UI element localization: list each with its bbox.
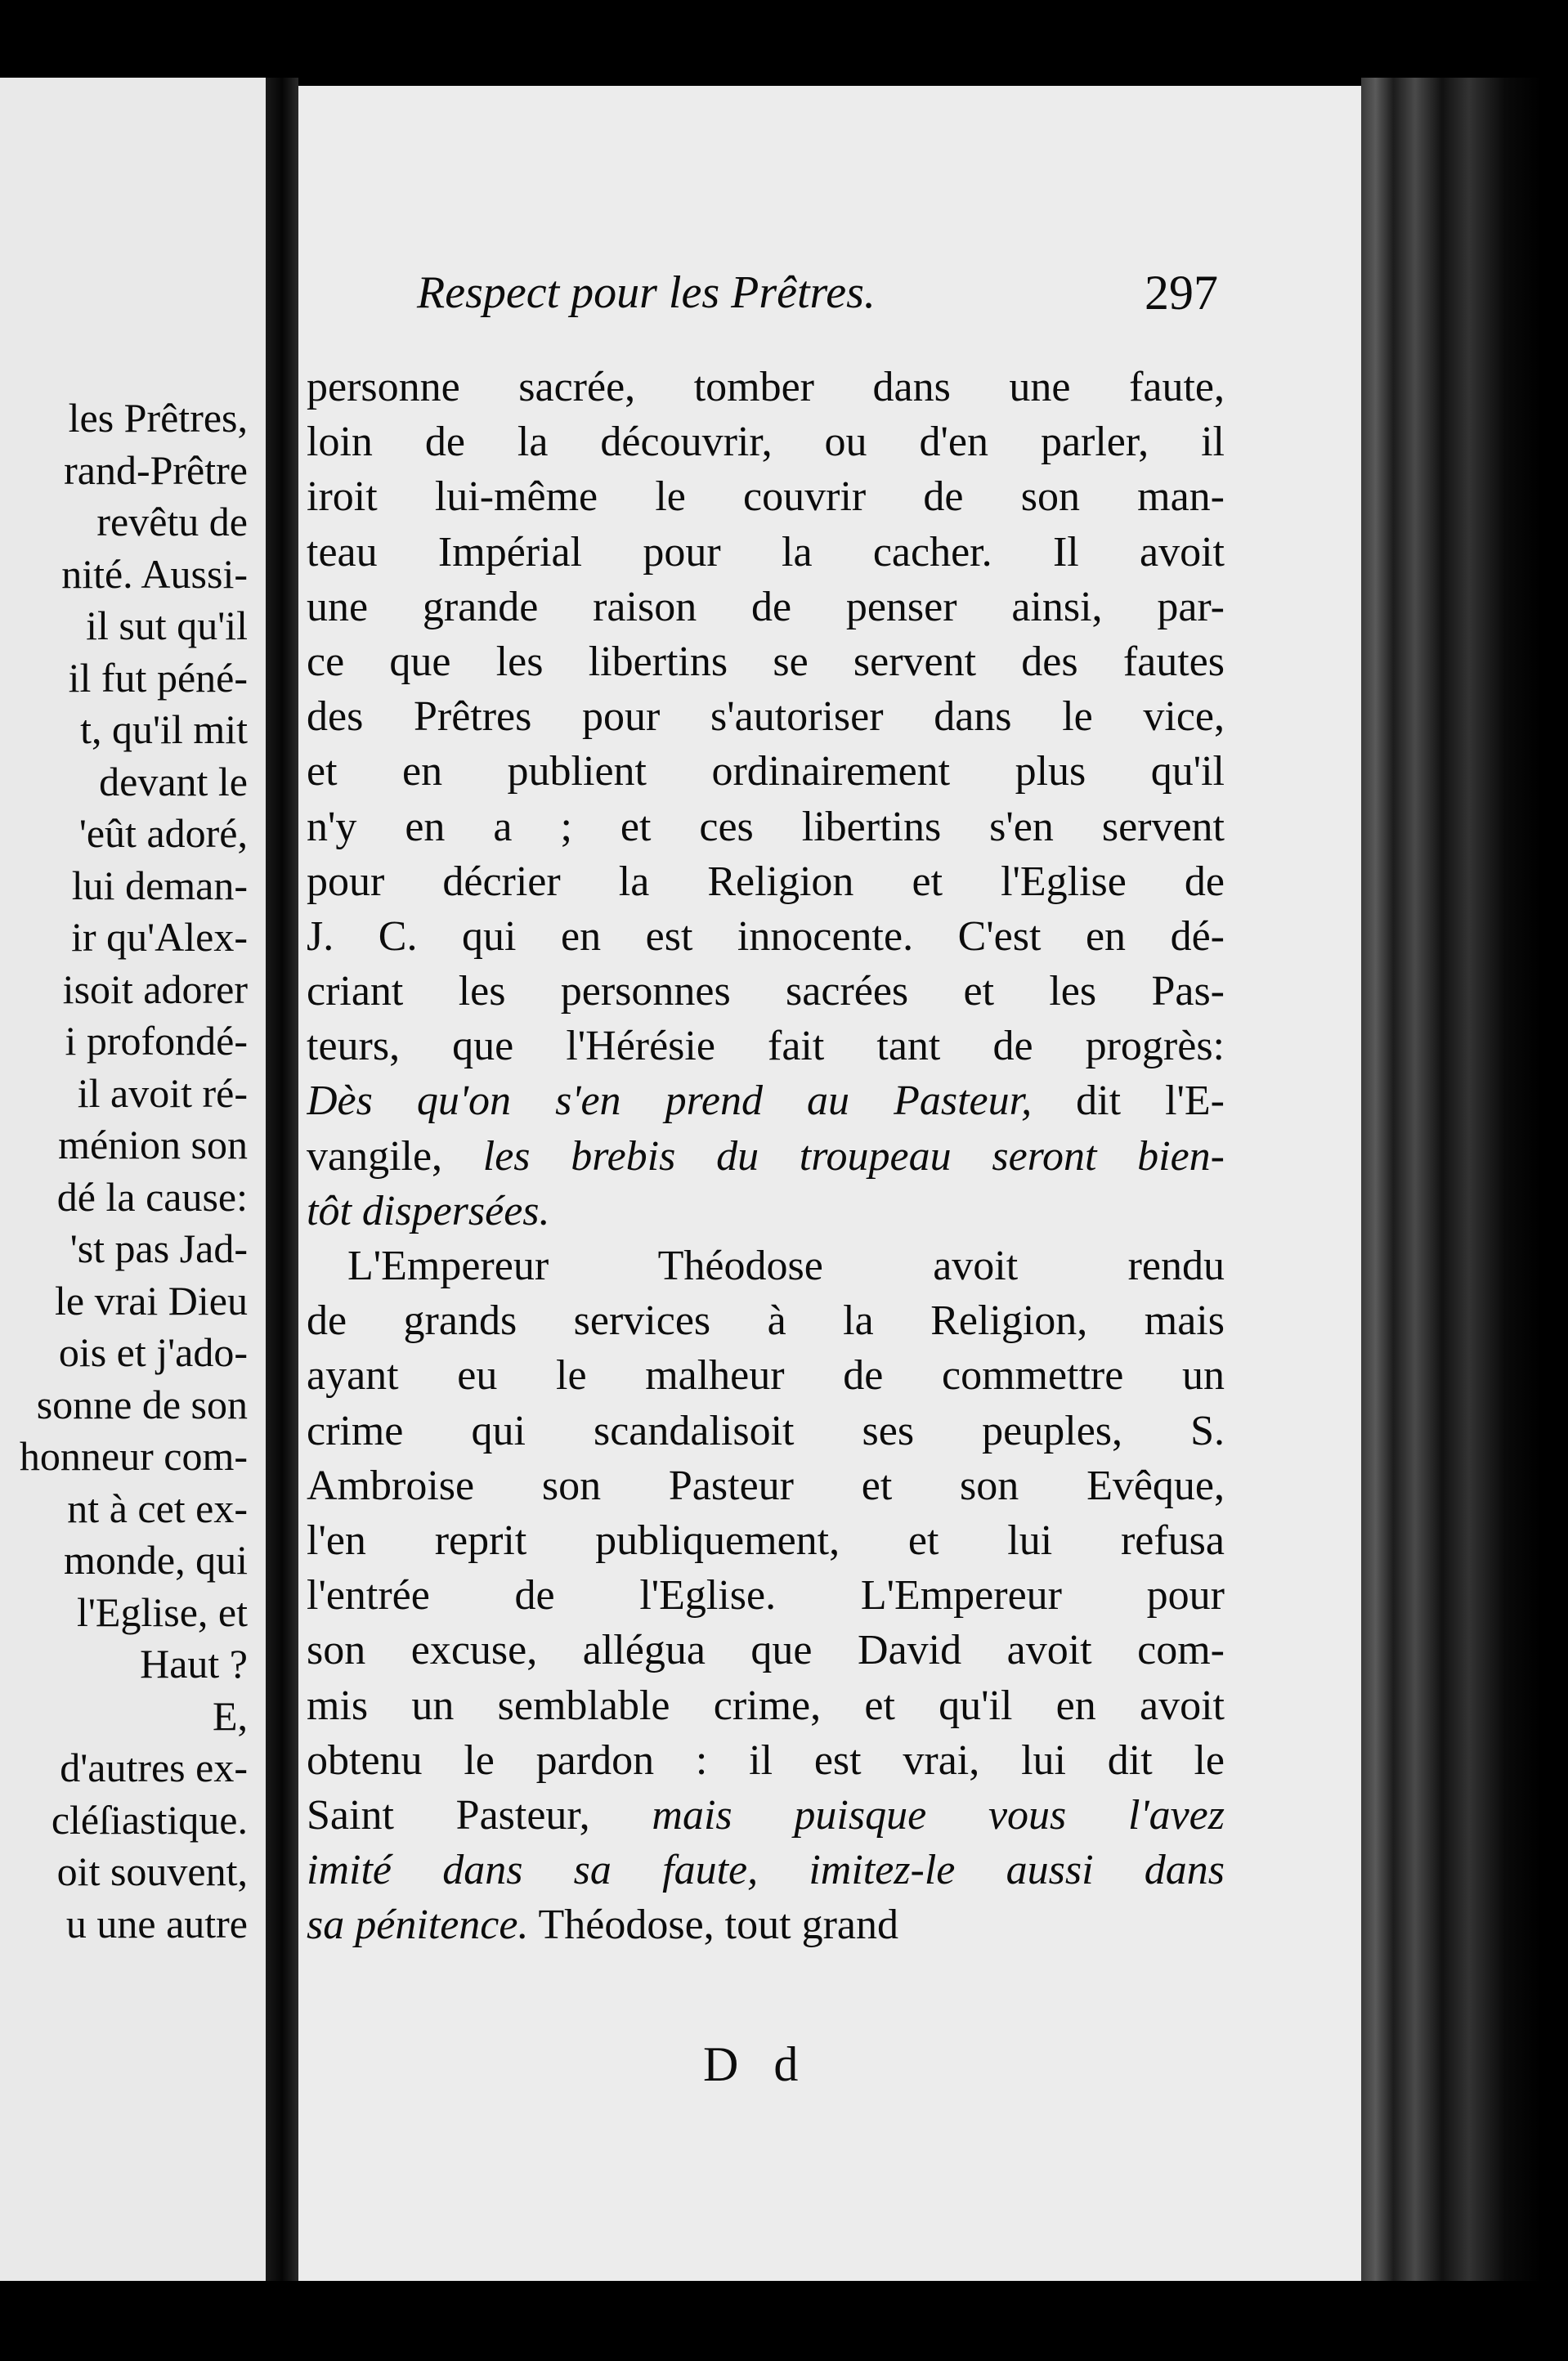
- text-run: ayant eu le malheur de commettre un: [307, 1352, 1225, 1400]
- left-text-line: honneur com-: [19, 1433, 248, 1479]
- left-text-line: il sut qu'il: [86, 603, 248, 648]
- italic-run: mais puisque vous l'avez: [652, 1791, 1225, 1839]
- text-line: [307, 1623, 1225, 1678]
- left-page-text: [0, 392, 248, 1950]
- text-line: [307, 360, 1225, 414]
- text-run: obtenu le pardon : il est vrai, lui dit le: [307, 1736, 1225, 1784]
- text-line: [307, 1184, 1225, 1239]
- page-edges: [1361, 78, 1541, 2285]
- italic-run: tôt dispersées.: [307, 1187, 550, 1234]
- left-text-line: il fut péné-: [68, 654, 248, 701]
- text-line: [307, 1568, 1225, 1623]
- text-line: [307, 634, 1225, 689]
- left-text-line: revêtu de: [96, 499, 248, 544]
- left-text-line: nt à cet ex-: [67, 1485, 248, 1531]
- left-text-line: le vrai Dieu: [54, 1277, 248, 1324]
- left-text-line: il avoit ré-: [77, 1069, 248, 1116]
- left-page: [0, 78, 266, 2338]
- text-line: [307, 1733, 1225, 1788]
- text-run: et en publient ordinairement plus qu'il: [307, 748, 1225, 795]
- text-run: ce que les libertins se servent des fautes: [307, 638, 1225, 685]
- left-text-line: E,: [212, 1692, 248, 1739]
- left-text-line: dé la cause:: [56, 1173, 248, 1220]
- left-text-line: les Prêtres,: [68, 395, 248, 441]
- left-text-line: ir qu'Alex-: [71, 914, 248, 960]
- left-text-line: l'Eglise, et: [77, 1588, 248, 1635]
- left-text-line: rand-Prêtre: [64, 446, 248, 493]
- left-text-line: sonne de son: [36, 1381, 248, 1427]
- text-run: l'en reprit publiquement, et lui refusa: [307, 1517, 1225, 1564]
- text-line: [307, 1348, 1225, 1403]
- left-text-line: cléſiastique.: [51, 1796, 248, 1843]
- running-title: Respect pour les Prêtres.: [417, 267, 876, 318]
- text-line: [307, 1404, 1225, 1458]
- italic-run: sa pénitence.: [307, 1902, 529, 1949]
- text-run: iroit lui-même le couvrir de son man-: [307, 473, 1225, 521]
- left-text-line: Haut ?: [140, 1641, 248, 1687]
- book-gutter: [266, 78, 298, 2338]
- text-line: [307, 689, 1225, 744]
- left-text-line: 'eût adoré,: [78, 810, 248, 856]
- text-line: [307, 469, 1225, 524]
- text-run: J. C. qui en est innocente. C'est en dé-: [307, 912, 1225, 960]
- text-run: pour décrier la Religion et l'Eglise de: [307, 858, 1225, 905]
- text-line: [307, 1019, 1225, 1073]
- italic-run: imité dans sa faute, imitez-le aussi dans: [307, 1847, 1225, 1894]
- page-number: 297: [1145, 266, 1218, 320]
- text-line: [307, 964, 1225, 1019]
- text-run: de grands services à la Religion, mais: [307, 1297, 1225, 1345]
- text-run: Théodose, tout grand: [528, 1902, 898, 1949]
- text-line: [307, 1073, 1225, 1128]
- left-text-line: 'st pas Jad-: [69, 1225, 248, 1271]
- text-run: teau Impérial pour la cacher. Il avoit: [307, 528, 1225, 576]
- running-head: [417, 260, 1218, 325]
- text-line: [307, 1458, 1225, 1513]
- text-line: [307, 1843, 1225, 1897]
- left-text-line: t, qu'il mit: [80, 706, 248, 752]
- text-line: [307, 800, 1225, 854]
- text-run: l'entrée de l'Eglise. L'Empereur pour: [307, 1572, 1225, 1620]
- text-line: [307, 580, 1225, 634]
- left-text-line: nité. Aussi-: [61, 550, 248, 597]
- text-run: vangile,: [307, 1132, 483, 1180]
- signature-mark: D d: [703, 2037, 810, 2091]
- text-line: [307, 414, 1225, 469]
- text-run: personne sacrée, tomber dans une faute,: [307, 364, 1225, 410]
- text-line: [307, 1897, 1225, 1952]
- left-text-line: lui deman-: [71, 862, 248, 908]
- text-line: [307, 909, 1225, 964]
- text-line: [307, 744, 1225, 799]
- text-line: [307, 1678, 1225, 1733]
- text-run: une grande raison de penser ainsi, par-: [307, 583, 1225, 630]
- left-text-line: i profondé-: [65, 1018, 248, 1064]
- text-run: des Prêtres pour s'autoriser dans le vice,: [307, 693, 1225, 741]
- left-text-line: u une autre: [65, 1900, 248, 1947]
- text-line: [307, 1129, 1225, 1184]
- text-run: crime qui scandalisoit ses peuples, S.: [307, 1407, 1225, 1454]
- text-run: son excuse, allégua que David avoit com-: [307, 1627, 1225, 1674]
- text-line: [307, 1239, 1225, 1293]
- italic-run: les brebis du troupeau seront bien-: [482, 1132, 1225, 1180]
- text-run: L'Empereur Théodose avoit rendu: [347, 1243, 1225, 1289]
- text-run: Ambroise son Pasteur et son Evêque,: [307, 1462, 1225, 1509]
- text-run: mis un semblable crime, et qu'il en avoit: [307, 1682, 1225, 1729]
- text-run: criant les personnes sacrées et les Pas-: [307, 968, 1225, 1015]
- left-text-line: isoit adorer: [62, 965, 248, 1012]
- left-text-line: devant le: [99, 758, 248, 804]
- body-text: [307, 360, 1225, 1952]
- text-run: Saint Pasteur,: [307, 1791, 652, 1839]
- text-line: [307, 1788, 1225, 1843]
- left-text-line: ménion son: [58, 1122, 248, 1167]
- left-text-line: ois et j'ado-: [58, 1329, 248, 1375]
- left-text-line: oit souvent,: [56, 1848, 248, 1894]
- scan-border: [0, 2281, 1568, 2361]
- text-run: n'y en a ; et ces libertins s'en servent: [307, 803, 1225, 850]
- text-run: dit l'E-: [1032, 1077, 1225, 1125]
- left-text-line: d'autres ex-: [60, 1745, 248, 1790]
- text-line: [307, 525, 1225, 580]
- left-text-line: monde, qui: [64, 1537, 248, 1583]
- italic-run: Dès qu'on s'en prend au Pasteur,: [307, 1077, 1033, 1125]
- text-run: teurs, que l'Hérésie fait tant de progrès:: [307, 1023, 1225, 1070]
- text-run: loin de la découvrir, ou d'en parler, il: [307, 419, 1225, 466]
- text-line: [307, 854, 1225, 909]
- text-line: [307, 1293, 1225, 1348]
- text-line: [307, 1513, 1225, 1568]
